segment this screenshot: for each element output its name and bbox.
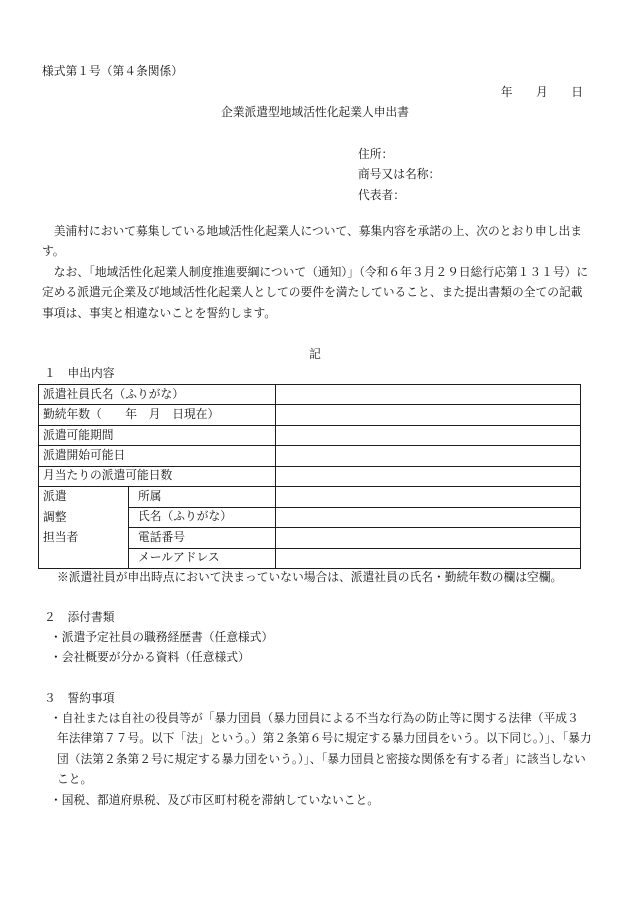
- coordinator-label-line: 調整: [43, 510, 67, 524]
- attachment-list: [50, 628, 273, 669]
- pledge-item: [50, 791, 592, 811]
- row-label-dispatch-period: 派遣可能期間: [39, 425, 276, 445]
- value-cell: [276, 425, 581, 445]
- date-line: 年 月 日: [500, 86, 583, 99]
- value-cell: [276, 466, 581, 486]
- document-title: 企業派遣型地域活性化起業人申出書: [221, 106, 409, 119]
- value-cell: [276, 405, 581, 425]
- representative-label: 代表者：: [358, 188, 405, 202]
- pledge-line: ・自社または自社の役員等が「暴力団員（暴力団員による不当な行為の防止等に関する法律（平成３: [50, 712, 579, 725]
- table-note: ※派遣社員が申出時点において決まっていない場合は、派遣社員の氏名・勤続年数の欄は空欄。: [57, 571, 563, 584]
- value-cell: [276, 487, 581, 507]
- intro-paragraph-1: [42, 222, 588, 263]
- coordinator-email-label: メールアドレス: [129, 548, 276, 568]
- row-label-employee-name: 派遣社員氏名（ふりがな）: [39, 385, 276, 405]
- table-row: [39, 466, 581, 486]
- value-cell: [276, 385, 581, 405]
- value-cell: [276, 528, 581, 548]
- form-number-label: 様式第１号（第４条関係）: [42, 65, 183, 78]
- coordinator-label-line: 担当者: [43, 531, 79, 545]
- intro-line: 定める派遣元企業及び地域活性化起業人としての要件を満たしていること、また提出書類の全ての記載: [42, 286, 583, 300]
- intro-text: [42, 222, 588, 324]
- application-table: [38, 384, 581, 569]
- intro-line: 事項は、事実と相違ないことを誓約します。: [42, 306, 277, 320]
- pledge-line: こと。: [57, 773, 93, 787]
- value-cell: [276, 507, 581, 527]
- attachment-item: ・派遣予定社員の職務経歴書（任意様式）: [50, 631, 274, 644]
- coordinator-name-label: 氏名（ふりがな）: [129, 507, 276, 527]
- coordinator-label-line: 派遣: [43, 490, 67, 504]
- section-2-heading: ２ 添付書類: [44, 611, 115, 624]
- row-label-years-of-service: 勤続年数（ 年 月 日現在）: [39, 405, 276, 425]
- coordinator-group-label: [39, 487, 129, 569]
- company-name-label: 商号又は名称：: [358, 168, 441, 182]
- intro-line: す。: [42, 245, 65, 259]
- table-row: [39, 405, 581, 425]
- table-row: [39, 446, 581, 466]
- pledge-item: [50, 709, 592, 791]
- intro-line: 美浦村において募集している地域活性化起業人について、募集内容を承諾の上、次のとおり申し出ま: [42, 225, 583, 238]
- row-label-monthly-days: 月当たりの派遣可能日数: [39, 466, 276, 486]
- coordinator-affiliation-label: 所属: [129, 487, 276, 507]
- value-cell: [276, 446, 581, 466]
- attachment-item: ・会社概要が分かる資料（任意様式）: [50, 651, 250, 665]
- notation-heading: 記: [309, 348, 321, 361]
- section-1-heading: １ 申出内容: [44, 367, 115, 380]
- coordinator-phone-label: 電話番号: [129, 528, 276, 548]
- row-label-start-date: 派遣開始可能日: [39, 446, 276, 466]
- table-row: [39, 425, 581, 445]
- section-3-heading: ３ 誓約事項: [44, 692, 115, 705]
- pledge-line: 団（法第２条第２号に規定する暴力団をいう。）」、「暴力団員と密接な関係を有する者」に該当しない: [57, 752, 586, 766]
- pledge-line: ・国税、都道府県税、及び市区町村税を滞納していないこと。: [50, 793, 379, 807]
- pledge-line: 年法律第７７号。以下「法」という。）第２条第６号に規定する暴力団員をいう。以下同じ。）」、「暴力: [57, 732, 592, 746]
- pledge-list: [50, 709, 592, 811]
- table-row: [39, 487, 581, 507]
- applicant-info: [358, 145, 440, 206]
- intro-paragraph-2: [42, 263, 588, 324]
- value-cell: [276, 548, 581, 568]
- table-row: [39, 385, 581, 405]
- intro-line: なお、「地域活性化起業人制度推進要綱について（通知）」（令和６年３月２９日総行応第１３１号）に: [42, 265, 589, 279]
- address-label: 住所：: [358, 148, 394, 161]
